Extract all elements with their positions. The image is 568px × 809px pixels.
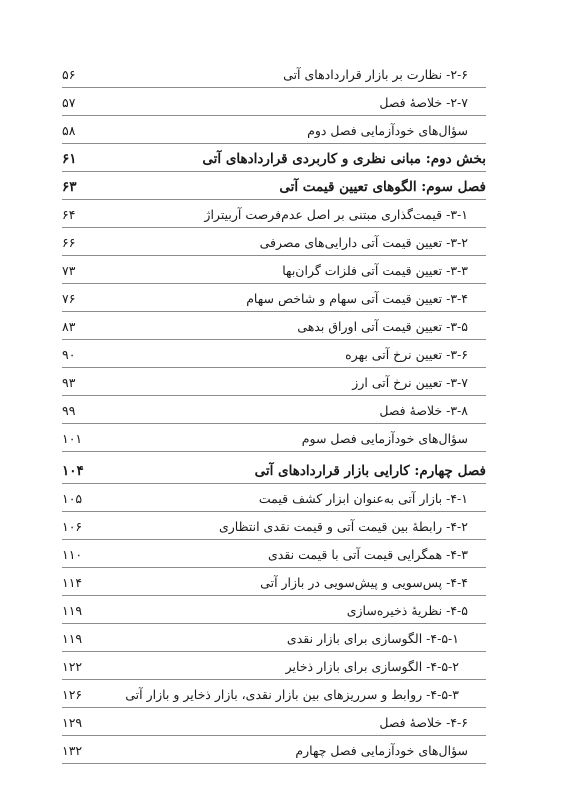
toc-entry-title: ۴-۴- پس‌سویی و پیش‌سویی در بازار آتی (260, 575, 468, 590)
toc-entry-title: ۳-۷- تعیین نرخ آتی ارز (352, 375, 468, 390)
toc-section-heading (62, 459, 486, 484)
toc-entry-page-number: ۱۲۲ (62, 659, 83, 674)
toc-entry-title: ۴-۵-۱- الگوسازی برای بازار نقدی (286, 631, 459, 646)
toc-entry (62, 63, 486, 88)
toc-entry-title: بخش دوم: مبانی نظری و کاربردی قراردادهای آتی (202, 151, 486, 167)
toc-entry (62, 627, 486, 652)
toc-entry (62, 343, 486, 368)
toc-entry (62, 287, 486, 312)
toc-entry-page-number: ۷۳ (62, 263, 76, 278)
toc-entry-page-number: ۸۳ (62, 319, 76, 334)
toc-entry-page-number: ۹۰ (62, 347, 76, 362)
toc-entry-title: فصل چهارم: کارایی بازار قراردادهای آتی (254, 463, 486, 479)
toc-entry (62, 427, 486, 452)
toc-entry-title: ۳-۸- خلاصهٔ فصل (379, 403, 468, 418)
toc-entry-title: ۴-۶- خلاصهٔ فصل (379, 715, 468, 730)
toc-entry-title: ۳-۱- قیمت‌گذاری مبتنی بر اصل عدم‌فرصت آربیتراژ (204, 207, 468, 222)
toc-entry (62, 91, 486, 116)
toc-entry-title: ۴-۳- همگرایی قیمت آتی با قیمت نقدی (267, 547, 468, 562)
toc-entry-page-number: ۷۶ (62, 291, 76, 306)
toc-entry (62, 571, 486, 596)
toc-entry-title: ۳-۲- تعیین قیمت آتی دارایی‌های مصرفی (259, 235, 468, 250)
toc-entry-title: سؤال‌های خودآزمایی فصل دوم (307, 123, 468, 138)
toc-entry (62, 371, 486, 396)
toc-entry-page-number: ۱۰۴ (62, 463, 84, 479)
toc-entry-page-number: ۱۳۲ (62, 743, 83, 758)
toc-entry-page-number: ۹۳ (62, 375, 76, 390)
toc-entry (62, 399, 486, 424)
toc-entry (62, 259, 486, 284)
toc-entry-title: ۲-۷- خلاصهٔ فصل (379, 95, 468, 110)
toc-entry-page-number: ۱۲۶ (62, 687, 83, 702)
toc-entry-title: ۴-۵-۳- روابط و سرریزهای بین بازار نقدی، بازار ذخایر و بازار آتی (125, 687, 459, 702)
toc-entry-title: ۳-۳- تعیین قیمت آتی فلزات گران‌بها (282, 263, 468, 278)
toc-entry-page-number: ۱۱۹ (62, 631, 83, 646)
toc-entry (62, 119, 486, 144)
toc-entry (62, 203, 486, 228)
toc-entry-page-number: ۱۱۴ (62, 575, 83, 590)
toc-entry-page-number: ۱۱۰ (62, 547, 83, 562)
toc-entry-page-number: ۱۲۹ (62, 715, 83, 730)
toc-entry-title: ۴-۵-۲- الگوسازی برای بازار ذخایر (285, 659, 459, 674)
toc-section-heading (62, 147, 486, 172)
toc-entry-page-number: ۶۱ (62, 151, 77, 167)
toc-entry-page-number: ۱۰۱ (62, 431, 83, 446)
toc-entry-page-number: ۱۱۹ (62, 603, 83, 618)
toc-entry (62, 515, 486, 540)
toc-entry-page-number: ۱۰۵ (62, 491, 83, 506)
toc-entry (62, 231, 486, 256)
toc-entry (62, 739, 486, 764)
toc-entry (62, 543, 486, 568)
toc-entry-page-number: ۵۶ (62, 67, 76, 82)
toc-entry-page-number: ۵۸ (62, 123, 76, 138)
toc-entry-page-number: ۶۳ (62, 179, 77, 195)
toc-section-heading (62, 175, 486, 200)
toc-entry-title: ۴-۲- رابطهٔ بین قیمت آتی و قیمت نقدی انتظاری (218, 519, 468, 534)
toc-entry-page-number: ۶۴ (62, 207, 76, 222)
toc-entry (62, 315, 486, 340)
toc-entry-title: سؤال‌های خودآزمایی فصل چهارم (295, 743, 468, 758)
toc-entry-title: ۳-۶- تعیین نرخ آتی بهره (345, 347, 468, 362)
toc-entry (62, 487, 486, 512)
toc-entry-title: ۴-۱- بازار آتی به‌عنوان ابزار کشف قیمت (258, 491, 468, 506)
toc-entry-title: فصل سوم: الگوهای تعیین قیمت آتی (279, 179, 486, 195)
toc-entry (62, 711, 486, 736)
toc-entry-title: سؤال‌های خودآزمایی فصل سوم (301, 431, 468, 446)
toc-entry-page-number: ۹۹ (62, 403, 76, 418)
toc-entry (62, 599, 486, 624)
toc-entry-title: ۴-۵- نظریهٔ ذخیره‌سازی (346, 603, 468, 618)
toc-entry-title: ۲-۶- نظارت بر بازار قراردادهای آتی (283, 67, 468, 82)
toc-entry-page-number: ۱۰۶ (62, 519, 83, 534)
toc-entry (62, 683, 486, 708)
toc-entry-title: ۳-۴- تعیین قیمت آتی سهام و شاخص سهام (246, 291, 468, 306)
toc-entry-page-number: ۵۷ (62, 95, 76, 110)
toc-entry (62, 655, 486, 680)
toc-entry-page-number: ۶۶ (62, 235, 76, 250)
toc-entry-title: ۳-۵- تعیین قیمت آتی اوراق بدهی (297, 319, 468, 334)
